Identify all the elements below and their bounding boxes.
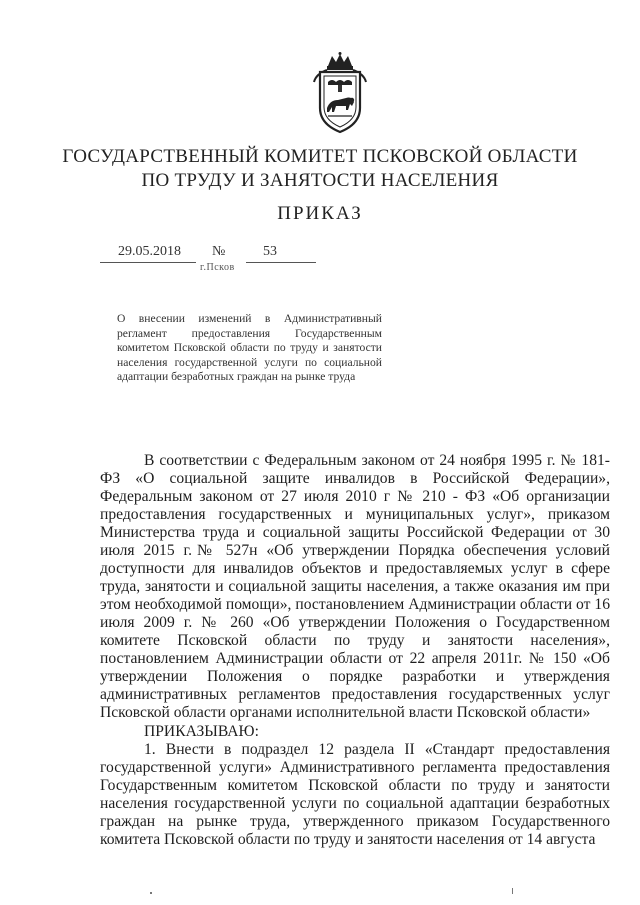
date-underline	[100, 262, 196, 263]
organization-name-line2: ПО ТРУДУ И ЗАНЯТОСТИ НАСЕЛЕНИЯ	[141, 170, 499, 191]
organization-name-line1: ГОСУДАРСТВЕННЫЙ КОМИТЕТ ПСКОВСКОЙ ОБЛАСТИ	[62, 146, 578, 167]
preamble-paragraph: В соответствии с Федеральным законом от 24 ноября 1995 г. № 181-ФЗ «О социальной защите инвалидов в Российской Федерации», Федеральным законом от 27 июля 2010 г № 210 - ФЗ «Об организации предоставления государственных и муниципальных услуг», приказом Министерства труда и социальной защиты Российской Федерации от 30 июля 2015 г.№ 527н «Об утверждении Порядка обеспечения условий доступности для инвалидов объектов и предоставляемых услуг в сфере труда, занятости и социальной защиты населения, а также оказания им при этом необходимой помощи», постановлением Администрации области от 16 июля 2009 г. № 260 «Об утверждении Положения о Государственном комитете Псковской области по труду и занятости населения», постановлением Администрации области от 22 апреля 2011г. № 150 «Об утверждении Положения о порядке разработки и утверждения административных регламентов предоставления государственных услуг Псковской области органами исполнительной власти Псковской области»	[100, 452, 610, 721]
order-item-1: 1. Внести в подраздел 12 раздела II «Стандарт предоставления государственной услуги» Административного регламента предоставления Государственным комитетом Псковской области по труду и занятости населения государственной услуги по социальной адаптации безработных граждан на рынке труда, утвержденного приказом Государственного комитета Псковской области по труду и занятости населения от 14 августа	[100, 741, 610, 848]
scan-speck	[150, 892, 152, 894]
order-word: ПРИКАЗЫВАЮ:	[144, 723, 259, 740]
document-type-title: ПРИКАЗ	[277, 203, 363, 224]
number-underline	[246, 262, 316, 263]
scan-speck	[512, 888, 513, 894]
order-subject: О внесении изменений в Административный регламент предоставления Государственным комитетом Псковской области по труду и занятости населения государственной услуги по социальной адаптации безработных граждан на рынке труда	[117, 312, 382, 384]
order-date: 29.05.2018	[118, 244, 181, 259]
city-label: г.Псков	[200, 262, 235, 273]
coat-of-arms-icon	[310, 52, 370, 134]
order-number-label: №	[212, 244, 226, 259]
order-number: 53	[263, 244, 277, 259]
